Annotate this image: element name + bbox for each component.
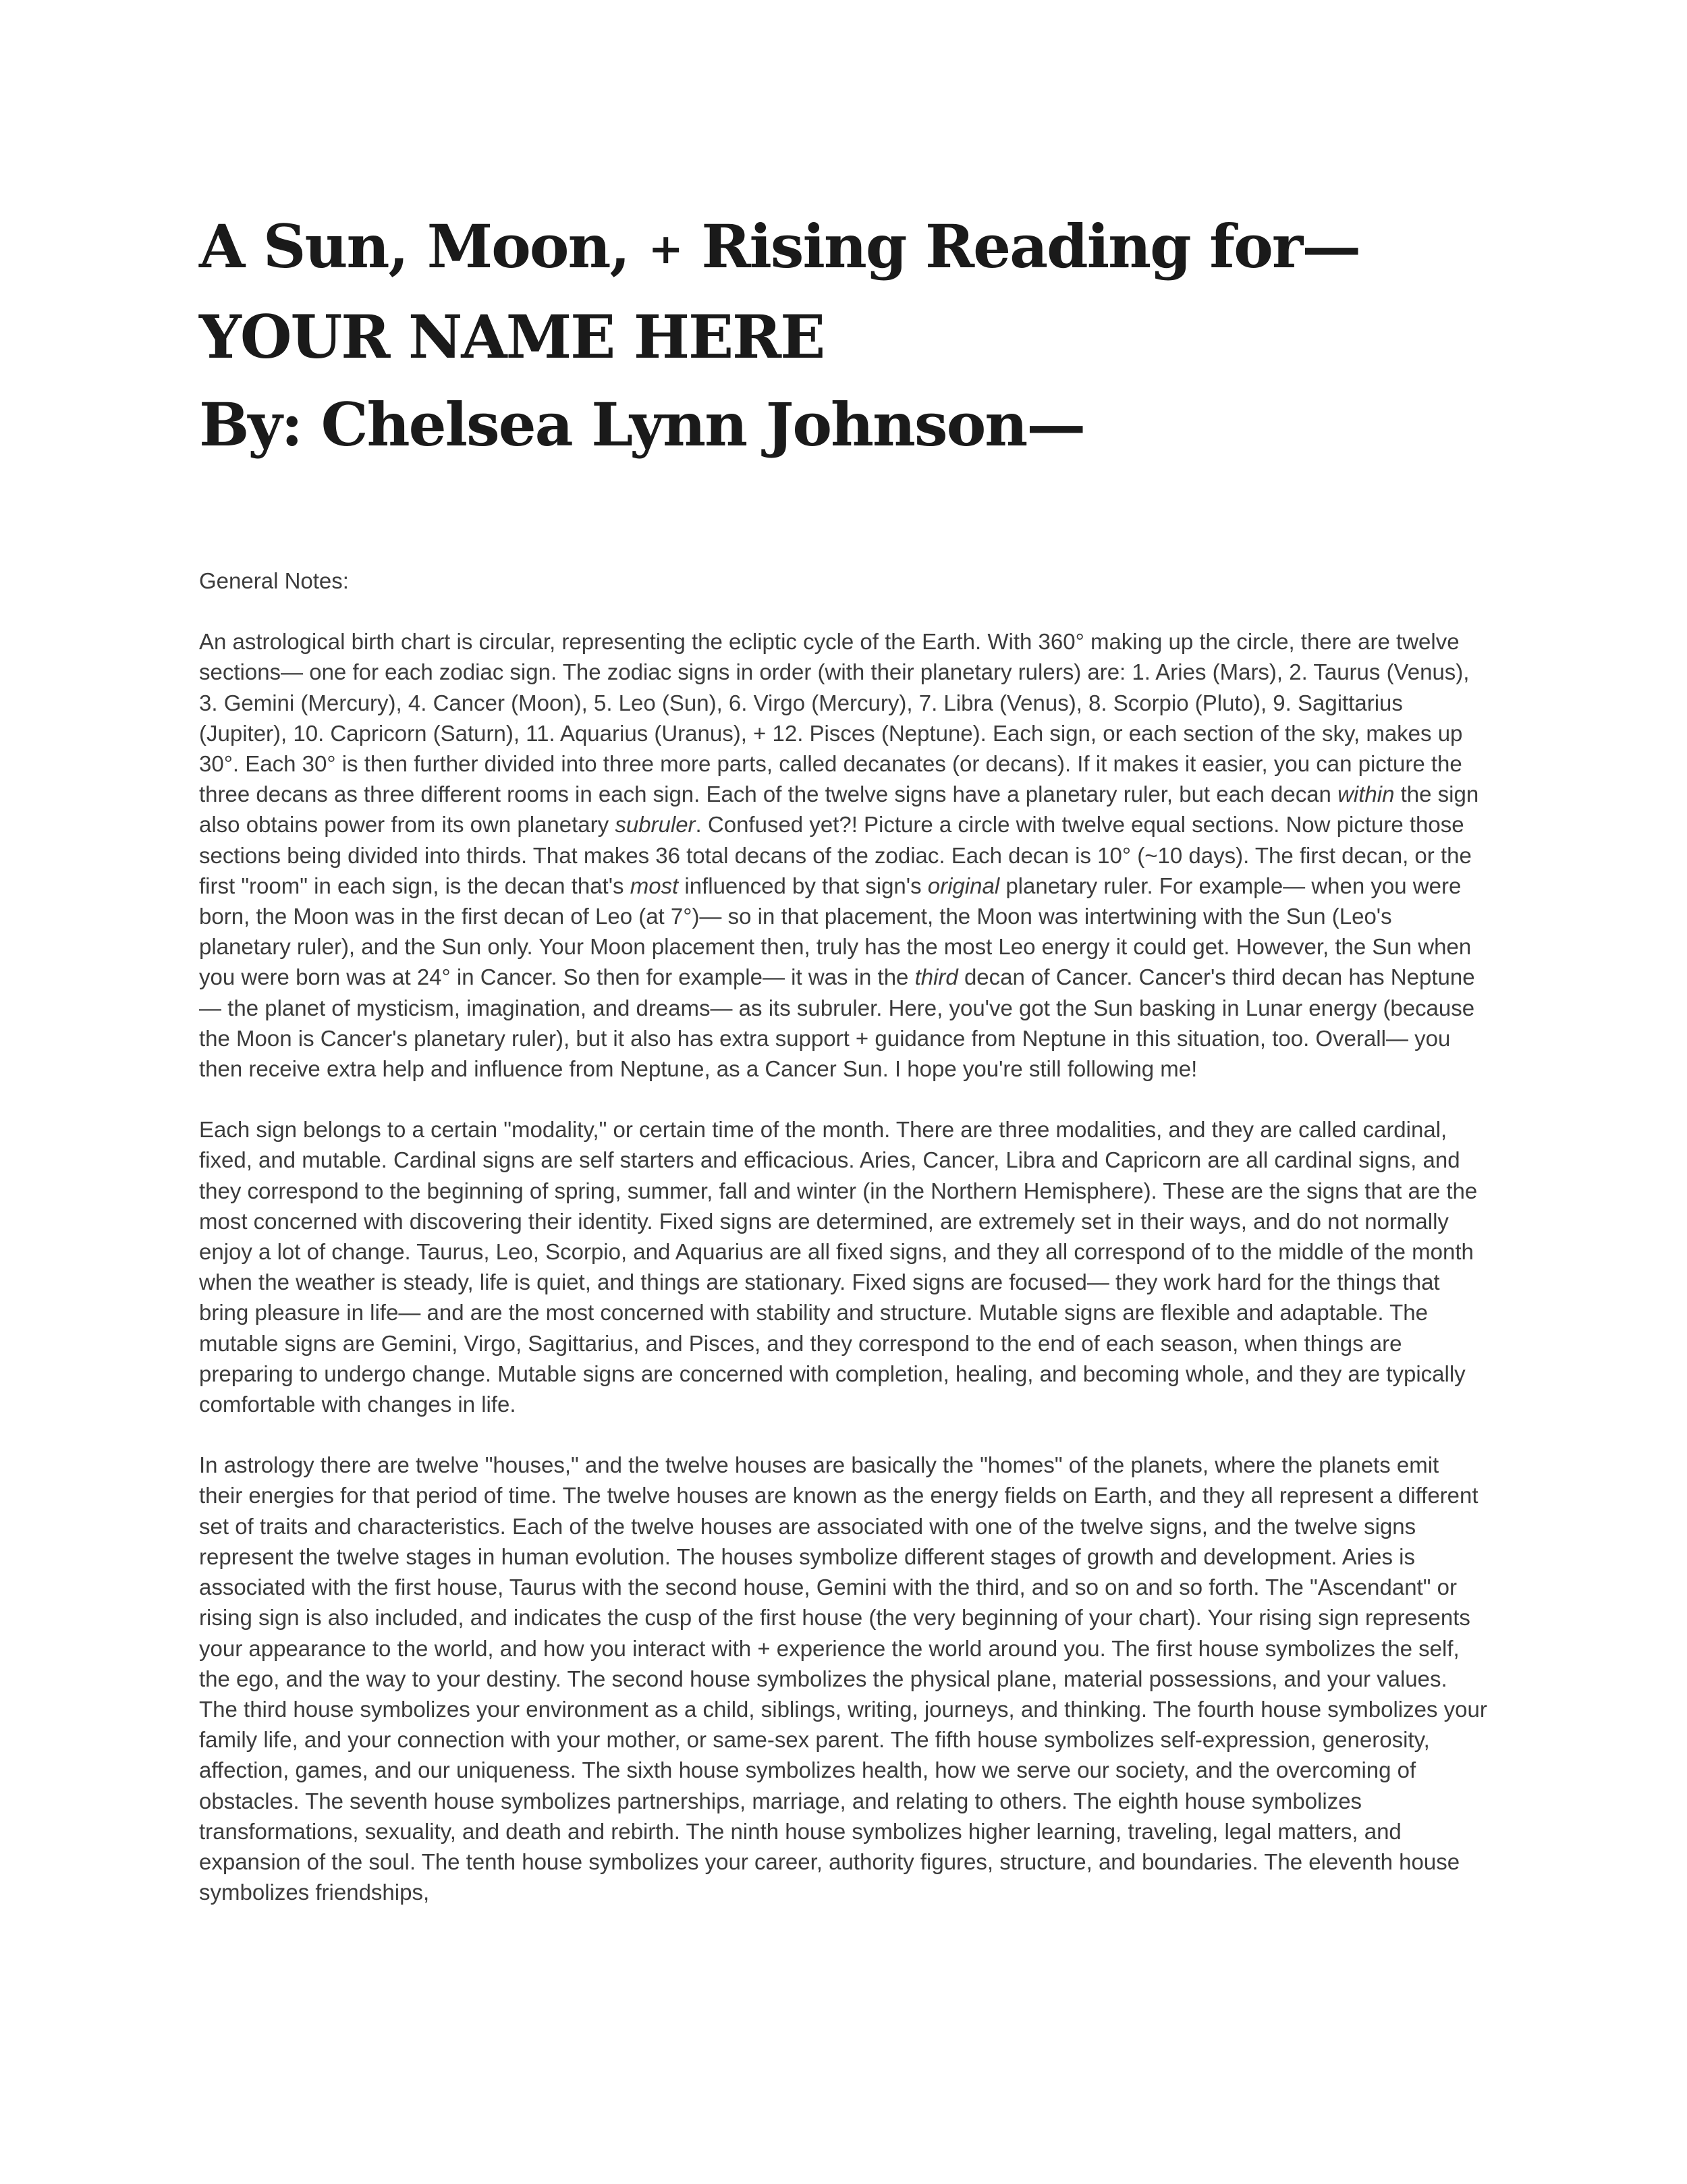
document-title — [199, 202, 1481, 468]
para1-segment: . Confused yet?! Picture a circle with twelve equal sections. Now picture those sections being divided into thirds. That makes 36 total decans of the zodiac. Each decan is 10° (~10 days). The first decan, or the first "room" in each sign, is the decan that's — [199, 812, 1472, 898]
title-line-author: By: Chelsea Lynn Johnson— — [199, 389, 1085, 460]
para1-segment: the sign also obtains power from its own planetary — [199, 782, 1479, 838]
para1-italic-third: third — [914, 964, 958, 990]
paragraph-modalities: Each sign belongs to a certain "modality," or certain time of the month. There are three modalities, and they are called cardinal, fixed, and mutable. Cardinal signs are self starters and efficacious. Aries, Cancer, Libra and Capricorn are all cardinal signs, and they correspond to the beginning of spring, summer, fall and winter (in the Northern Hemisphere). These are the signs that are the most concerned with discovering their identity. Fixed signs are determined, are extremely set in their ways, and do not normally enjoy a lot of change. Taurus, Leo, Scorpio, and Aquarius are all fixed signs, and they all correspond of to the middle of the month when the weather is steady, life is quiet, and things are stationary. Fixed signs are focused— they work hard for the things that bring pleasure in life— and are the most concerned with stability and structure. Mutable signs are flexible and adaptable. The mutable signs are Gemini, Virgo, Sagittarius, and Pisces, and they correspond to the end of each season, when things are preparing to undergo change. Mutable signs are concerned with completion, healing, and becoming whole, and they are typically comfortable with changes in life. — [199, 1117, 1478, 1417]
title-part-start: A Sun, Moon, — [199, 211, 648, 281]
title-plus: + — [648, 224, 682, 273]
para1-italic-original: original — [927, 873, 1000, 898]
para1-segment: An astrological birth chart is circular, representing the ecliptic cycle of the Earth. With 360° making up the circle, there are twelve sections— one for each zodiac sign. The zodiac signs in order (with their planetary rulers) are: 1. Aries (Mars), 2. Taurus (Venus), 3. Gemini (Mercury), 4. Cancer (Moon), 5. Leo (Sun), 6. Virgo (Mercury), 7. Libra (Venus), 8. Scorpio (Pluto), 9. Sagittarius (Jupiter), 10. Capricorn (Saturn), 11. Aquarius (Uranus), + 12. Pisces (Neptune). Each sign, or each section of the sky, makes up 30°. Each 30° is then further divided into three more parts, called decanates (or decans). If it makes it easier, you can picture the three decans as three different rooms in each sign. Each of the twelve signs have a planetary ruler, but each decan — [199, 629, 1470, 807]
general-notes-heading: General Notes: — [199, 568, 349, 593]
title-line-reading — [199, 202, 1481, 293]
paragraph-houses: In astrology there are twelve "houses," and the twelve houses are basically the "homes" of the planets, where the planets emit their energies for that period of time. The twelve houses are known as the energy fields on Earth, and they all represent a different set of traits and characteristics. Each of the twelve houses are associated with one of the twelve signs, and the twelve signs represent the twelve stages in human evolution. The houses symbolize different stages of growth and development. Aries is associated with the first house, Taurus with the second house, Gemini with the third, and so on and so forth. The "Ascendant" or rising sign is also included, and indicates the cusp of the first house (the very beginning of your chart). Your rising sign represents your appearance to the world, and how you interact with + experience the world around you. The first house symbolizes the self, the ego, and the way to your destiny. The second house symbolizes the physical plane, material possessions, and your values. The third house symbolizes your environment as a child, siblings, writing, journeys, and thinking. The fourth house symbolizes your family life, and your connection with your mother, or same-sex parent. The fifth house symbolizes self-expression, generosity, affection, games, and our uniqueness. The sixth house symbolizes health, how we serve our society, and the overcoming of obstacles. The seventh house symbolizes partnerships, marriage, and relating to others. The eighth house symbolizes transformations, sexuality, and death and rebirth. The ninth house symbolizes higher learning, traveling, legal matters, and expansion of the soul. The tenth house symbolizes your career, authority figures, structure, and boundaries. The eleventh house symbolizes friendships, — [199, 1452, 1487, 1905]
para1-italic-within: within — [1337, 782, 1395, 807]
para1-italic-most: most — [630, 873, 679, 898]
para1-italic-subruler: subruler — [615, 812, 696, 838]
para1-segment: decan of Cancer. Cancer's third decan has Neptune— the planet of mysticism, imagination, and dreams— as its subruler. Here, you've got the Sun basking in Lunar energy (because the Moon is Cancer's planetary ruler), but it also has extra support + guidance from Neptune in this situation, too. Overall— you then receive extra help and influence from Neptune, as a Cancer Sun. I hope you're still following me! — [199, 964, 1475, 1082]
para1-segment: influenced by that sign's — [678, 873, 928, 898]
title-line-name: YOUR NAME HERE — [199, 302, 825, 372]
title-part-end: Rising Reading for— — [682, 211, 1360, 281]
document-body — [199, 566, 1488, 1907]
paragraph-birth-chart — [199, 626, 1488, 1084]
para1-segment: planetary ruler. For example— when you were born, the Moon was in the first decan of Leo (at 7°)— so in that placement, the Moon was intertwining with the Sun (Leo's planetary ruler), and the Sun only. Your Moon placement then, truly has the most Leo energy it could get. However, the Sun when you were born was at 24° in Cancer. So then for example— it was in the — [199, 873, 1472, 990]
